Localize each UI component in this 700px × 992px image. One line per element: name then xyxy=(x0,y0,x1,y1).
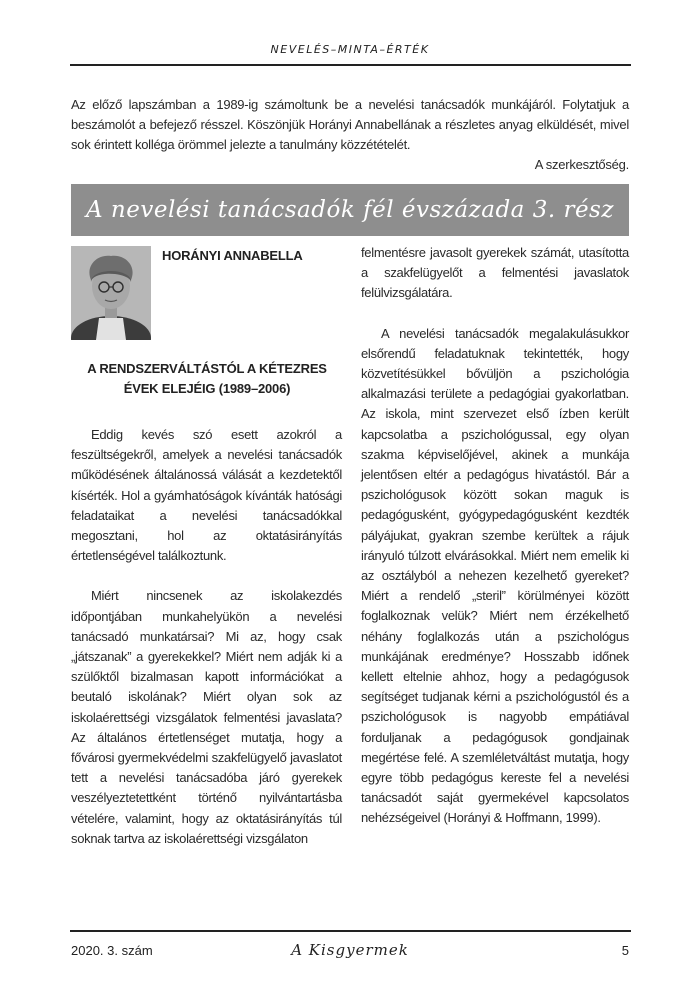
running-header: NEVELÉS–MINTA–ÉRTÉK xyxy=(270,43,430,56)
intro-text: Az előző lapszámban a 1989-ig számoltunk be a nevelési tanácsadók munkájáról. Folytatjuk a beszámolót a befejező résszel. Köszönjük Horányi Annabellának a részletes anyag elküldését, mivel sok érintett kolléga örömmel jelezte a tanulmány közzétételét. xyxy=(71,97,629,152)
issue-label: 2020. 3. szám xyxy=(71,943,153,958)
header-rule xyxy=(70,64,631,66)
left-column xyxy=(71,425,342,849)
author-name: HORÁNYI ANNABELLA xyxy=(162,248,303,263)
footer-rule xyxy=(70,930,631,932)
editorial-intro xyxy=(71,95,629,175)
intro-signature: A szerkesztőség. xyxy=(534,157,629,172)
journal-name: A Kisgyermek xyxy=(291,941,409,959)
paragraph: Eddig kevés szó esett azokról a feszültségekről, amelyek a nevelési tanácsadók működésének általánossá válását a kezdetektől kísérték. Hol a gyámhatóságok kívánták hatósági feladataikat a nevelési tanácsadókkal megosztani, hol az oktatásirányítás értetlenségével találkoztunk. xyxy=(71,427,342,564)
title-banner xyxy=(71,184,629,236)
page-number: 5 xyxy=(621,943,629,958)
section-heading: A RENDSZERVÁLTÁSTÓL A KÉTEZRES ÉVEK ELEJÉIG (1989–2006) xyxy=(87,361,327,396)
author-photo xyxy=(71,246,151,340)
right-column xyxy=(361,243,629,829)
paragraph: felmentésre javasolt gyerekek számát, utasította a szakfelügyelőt a felmentési javaslatok felülvizsgálatára. xyxy=(361,245,629,301)
paragraph: A nevelési tanácsadók megalakulásukkor elsőrendű feladatuknak tekintették, hogy közvetítésükkel bővüljön a pszichológia alkalmazási területe a pedagógiai gyakorlatban. Az iskola, mint szervezet első ízben került kapcsolatba a pszichológussal, egy olyan szakma képviselőjével, akinek a munkája jelentősen eltér a pedagógus hivatástól. Bár a pszichológusok között sokan maguk is pedagógusként, gyógypedagógusként kezdték pályájukat, gyakran szembe kerültek a rájuk irányuló túlzott elvárásokkal. Miért nem emelik ki az osztályból a nehezen kezelhető gyereket? Miért a rendelő „steril” körülményei között foglalkoznak velük? Miért nem érzékelhető néhány foglalkozás után a pszichológus munkájának eredménye? Hosszabb időnek kellett eltelnie ahhoz, hogy a pedagógusok segítséget tudjanak kérni a pszichológustól és a pszichológusok is nagyobb empátiával forduljanak a pedagógusok gondjainak megértése felé. A szemléletváltást mutatja, hogy egyre több pedagógus kereste fel a nevelési tanácsadót saját gyermekével kapcsolatos nehézségeivel (Horányi & Hoffmann, 1999). xyxy=(361,325,629,826)
article-title: A nevelési tanácsadók fél évszázada 3. rész xyxy=(86,197,614,223)
paragraph: Miért nincsenek az iskolakezdés időpontjában munkahelyükön a nevelési tanácsadó munkatársai? Mi az, hogy csak „játszanak” a gyerekekkel? Miért nem adják ki a szülőktől bizalmasan kapott információkat a beutaló iskolának? Miért olyan sok az iskolaérettségi vizsgálatok felmentési javaslata? Az általános értetlenséget mutatja, hogy a fővárosi gyermekvédelmi szakfelügyelő javaslatot tett a nevelési tanácsadóba járó gyerekek veszélyeztetettként történő nyilvántartásba vételére, valamint, hogy az oktatásirányítás túl soknak tartva az iskolaérettségi vizsgálaton xyxy=(71,588,342,846)
